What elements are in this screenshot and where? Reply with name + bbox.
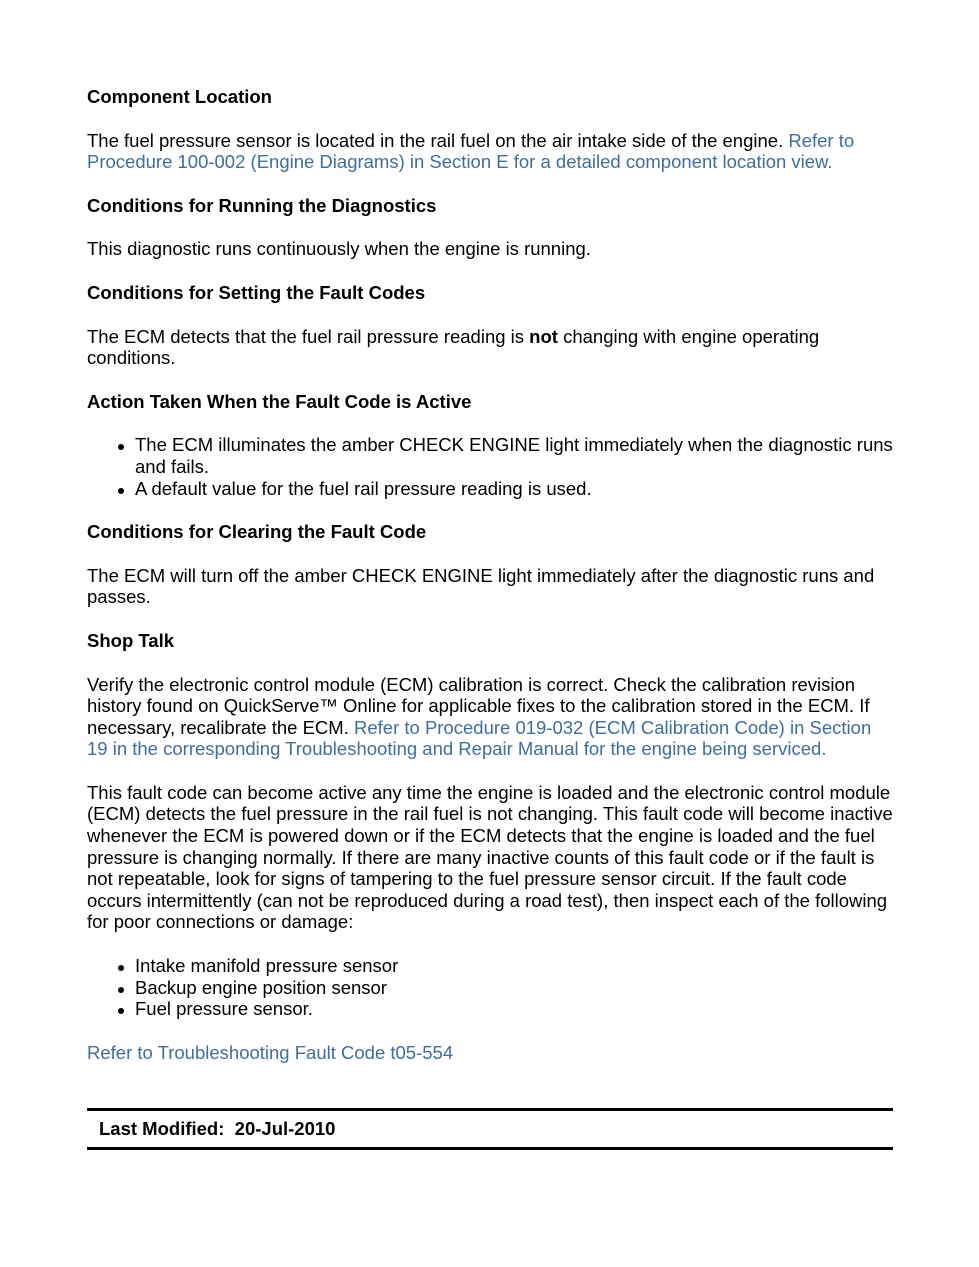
- running-diagnostics-heading: Conditions for Running the Diagnostics: [87, 194, 437, 216]
- engine-diagrams-link[interactable]: Refer to Procedure 100-002 (Engine Diagrams) in Section E for a detailed component location view.: [87, 129, 855, 173]
- fault-code-t05-554-link[interactable]: Refer to Troubleshooting Fault Code t05-554: [87, 1041, 454, 1063]
- setting-fault-text-before: The ECM detects that the fuel rail pressure reading is: [87, 325, 530, 347]
- fault-code-link-paragraph: [87, 1042, 895, 1064]
- shop-talk-heading: Shop Talk: [87, 629, 175, 651]
- component-location-text: The fuel pressure sensor is located in the rail fuel on the air intake side of the engine.: [87, 129, 789, 151]
- list-item: Backup engine position sensor: [135, 977, 895, 999]
- setting-fault-heading: Conditions for Setting the Fault Codes: [87, 281, 426, 303]
- setting-fault-paragraph: [87, 326, 895, 369]
- action-taken-list: [87, 434, 895, 499]
- shop-talk-text-1: Verify the electronic control module (ECM) calibration is correct. Check the calibration revision history found on QuickServe™ Online for applicable fixes to the calibration stored in the ECM. If necessary, recalibrate the ECM.: [87, 673, 870, 738]
- shop-talk-paragraph-2: This fault code can become active any time the engine is loaded and the electronic control module (ECM) detects the fuel pressure in the rail fuel is not changing. This fault code will become inactive whenever the ECM is powered down or if the ECM detects that the engine is loaded and the fuel pressure is changing normally. If there are many inactive counts of this fault code or if the fault is not repeatable, look for signs of tampering to the fuel pressure sensor circuit. If the fault code occurs intermittently (can not be reproduced during a road test), then inspect each of the following for poor connections or damage:: [87, 781, 893, 933]
- list-item: Intake manifold pressure sensor: [135, 955, 895, 977]
- shop-talk-paragraph-1: [87, 674, 895, 760]
- list-item: The ECM illuminates the amber CHECK ENGINE light immediately when the diagnostic runs and fails.: [135, 434, 895, 477]
- ecm-calibration-link[interactable]: Refer to Procedure 019-032 (ECM Calibration Code) in Section 19 in the corresponding Troubleshooting and Repair Manual for the engine being serviced.: [87, 716, 872, 760]
- setting-fault-text-after: changing with engine operating conditions.: [87, 325, 820, 369]
- footer-bar: [87, 1108, 893, 1150]
- component-location-heading: Component Location: [87, 86, 272, 107]
- running-diagnostics-text: This diagnostic runs continuously when the engine is running.: [87, 238, 591, 260]
- setting-fault-bold-word: not: [529, 325, 558, 347]
- document-content: [87, 86, 895, 1063]
- action-taken-heading: Action Taken When the Fault Code is Active: [87, 390, 472, 412]
- inspection-list: [87, 955, 895, 1020]
- list-item: Fuel pressure sensor.: [135, 998, 895, 1020]
- component-location-paragraph: [87, 130, 895, 173]
- clearing-fault-heading: Conditions for Clearing the Fault Code: [87, 521, 427, 543]
- clearing-fault-text: The ECM will turn off the amber CHECK ENGINE light immediately after the diagnostic runs and passes.: [87, 564, 875, 608]
- list-item: A default value for the fuel rail pressure reading is used.: [135, 478, 895, 500]
- last-modified-text: Last Modified: 20-Jul-2010: [99, 1118, 336, 1139]
